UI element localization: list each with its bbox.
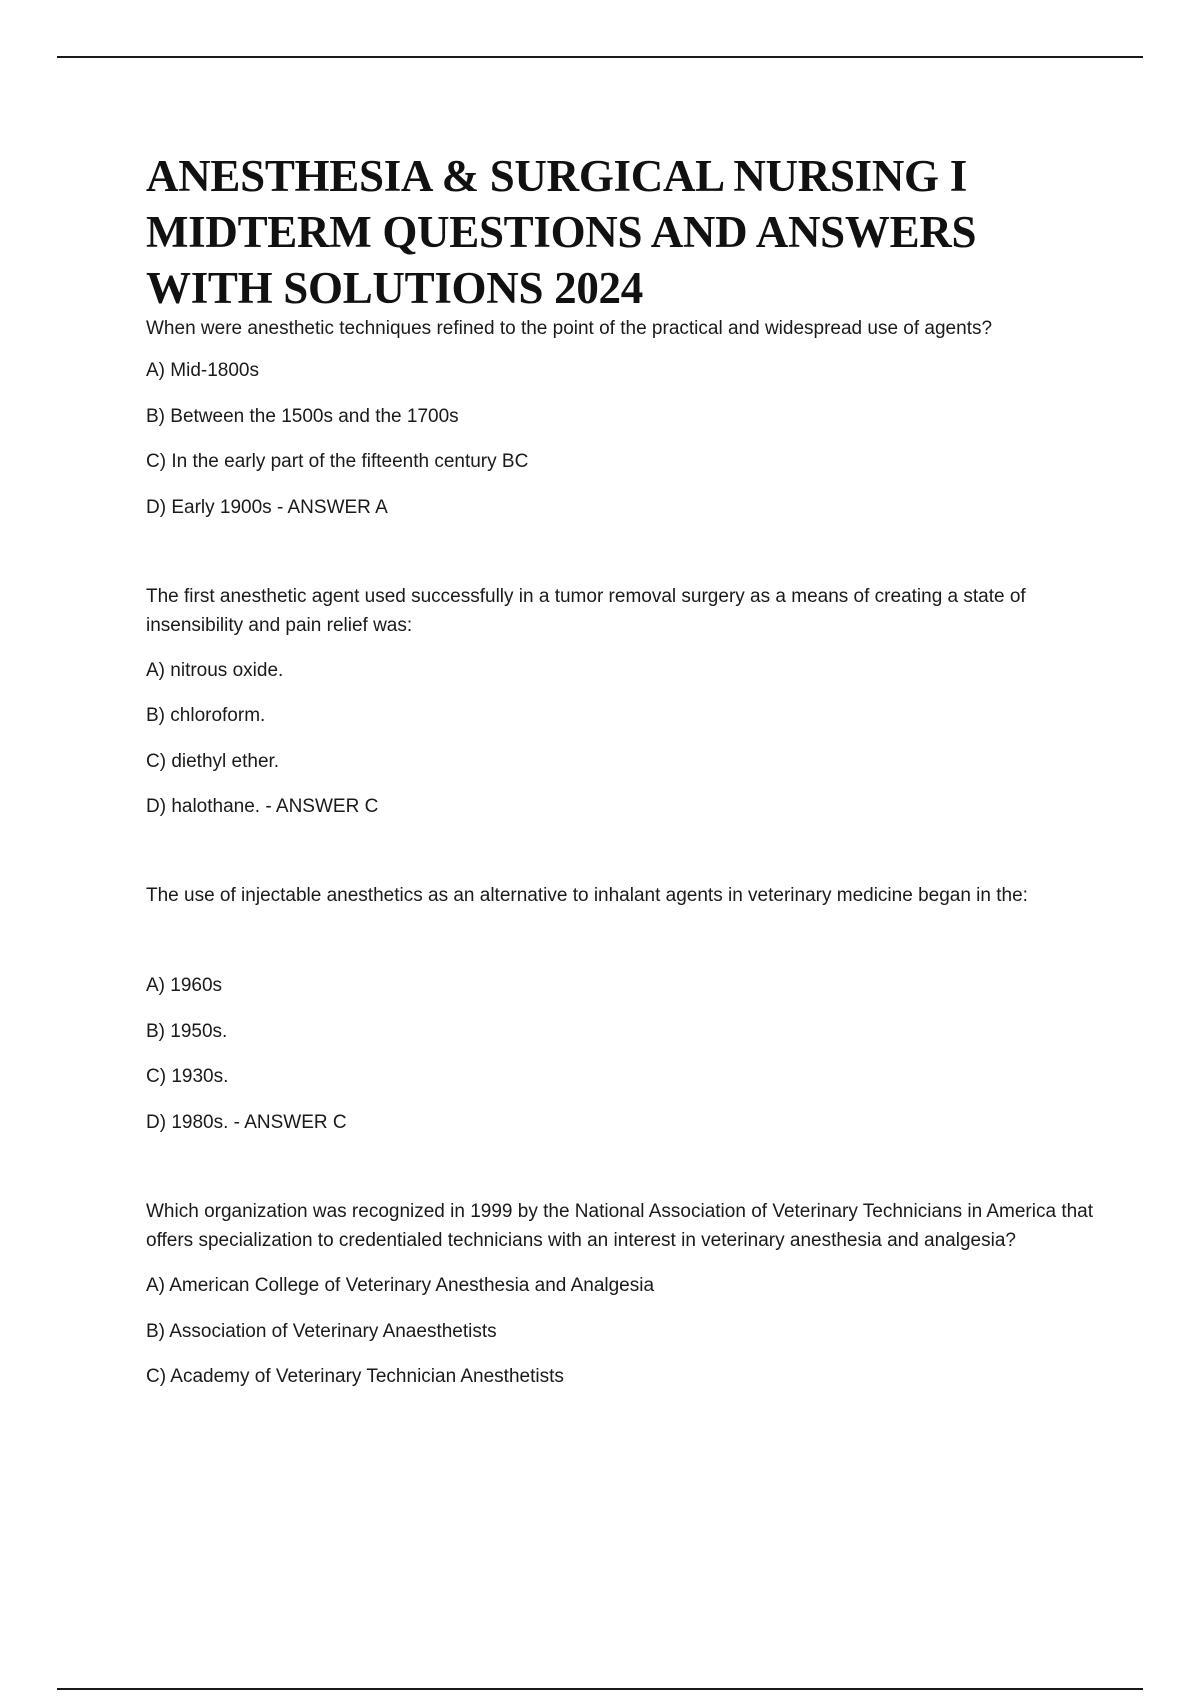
answer-option: D) Early 1900s - ANSWER A	[146, 497, 388, 518]
question-text: Which organization was recognized in 1999 by the National Association of Veterinary Technicians in America that offers specialization to credentialed technicians with an interest in veterinary anesthesia and analgesia?	[146, 1201, 1094, 1251]
question-text: When were anesthetic techniques refined to the point of the practical and widespread use of agents?	[146, 318, 993, 339]
title-line: ANESTHESIA & SURGICAL NURSING I	[146, 151, 967, 201]
document-title	[146, 148, 1106, 316]
bottom-rule	[57, 1688, 1143, 1690]
answer-option: A) nitrous oxide.	[146, 660, 284, 681]
answer-option: B) chloroform.	[146, 705, 266, 726]
answer-option: A) American College of Veterinary Anesthesia and Analgesia	[146, 1275, 655, 1296]
answer-option: C) 1930s.	[146, 1066, 229, 1087]
question-block	[146, 582, 1106, 821]
answer-option: C) In the early part of the fifteenth century BC	[146, 451, 529, 472]
answer-option: B) Association of Veterinary Anaesthetists	[146, 1321, 497, 1342]
answer-option: B) Between the 1500s and the 1700s	[146, 406, 459, 427]
answer-option: C) diethyl ether.	[146, 751, 280, 772]
question-block	[146, 881, 1106, 1137]
answer-option: D) 1980s. - ANSWER C	[146, 1112, 347, 1133]
answer-option: A) Mid-1800s	[146, 360, 259, 381]
title-line: WITH SOLUTIONS 2024	[146, 263, 643, 313]
answer-option: A) 1960s	[146, 975, 223, 996]
answer-option: D) halothane. - ANSWER C	[146, 796, 379, 817]
question-text: The first anesthetic agent used successfully in a tumor removal surgery as a means of creating a state of insensibility and pain relief was:	[146, 586, 1026, 636]
question-text: The use of injectable anesthetics as an alternative to inhalant agents in veterinary medicine began in the:	[146, 885, 1028, 906]
title-line: MIDTERM QUESTIONS AND ANSWERS	[146, 207, 977, 257]
document-body	[146, 148, 1106, 1391]
question-block	[146, 1197, 1106, 1391]
top-rule	[57, 56, 1143, 58]
answer-option: B) 1950s.	[146, 1021, 228, 1042]
question-block	[146, 314, 1106, 522]
answer-option: C) Academy of Veterinary Technician Anesthetists	[146, 1366, 564, 1387]
